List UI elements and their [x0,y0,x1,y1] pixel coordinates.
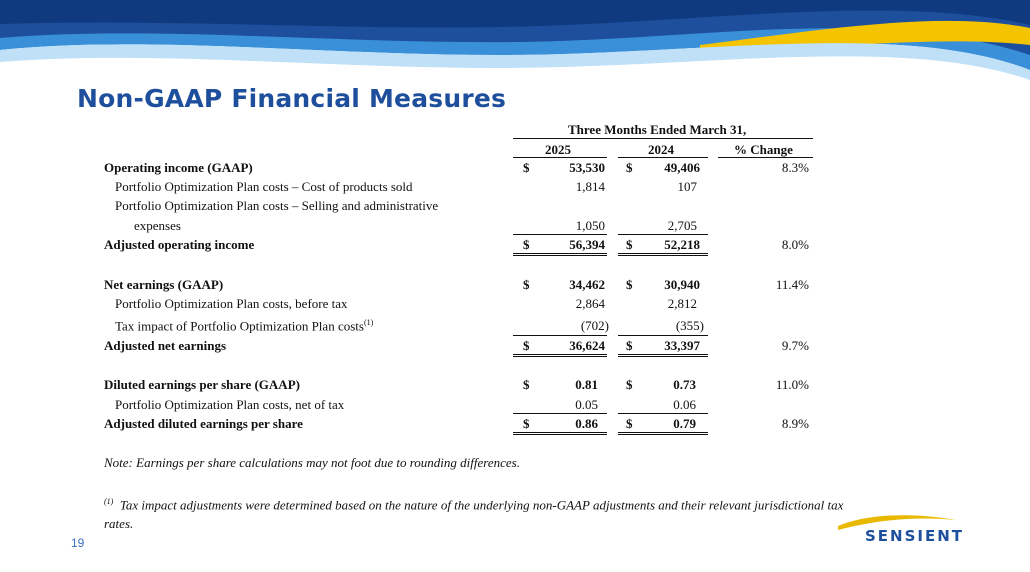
value-2024: 52,218 [664,237,700,252]
subtotal-rule [513,335,607,336]
value-2024: 0.79 [673,416,696,431]
header-rule-2025 [513,157,607,158]
dollar-sign: $ [626,416,633,431]
subtotal-rule [618,335,708,336]
header-rule-2024 [618,157,708,158]
value-2025: 0.81 [575,377,598,392]
value-2025: 34,462 [569,277,605,292]
page-number: 19 [71,536,85,550]
footnote-marker: (1) [104,497,114,506]
value-2024: 107 [677,179,697,194]
period-header-rule [513,138,813,139]
total-double-rule [513,354,607,357]
total-double-rule [513,432,607,435]
value-2025: 0.86 [575,416,598,431]
value-change: 11.0% [775,377,809,392]
subtotal-rule [618,234,708,235]
row-label: Portfolio Optimization Plan costs, before tax [115,296,348,311]
value-change: 8.3% [781,160,809,175]
dollar-sign: $ [523,416,530,431]
value-2024: 0.73 [673,377,696,392]
footnote-text: Tax impact adjustments were determined based on the nature of the underlying non-GAAP adjustments and their relevant jurisdictional tax rates. [104,497,844,532]
value-2024: 30,940 [664,277,700,292]
row-label: Portfolio Optimization Plan costs – Selling and administrative [115,198,439,213]
row-label-text: Tax impact of Portfolio Optimization Plan costs [115,318,364,334]
row-label: Net earnings (GAAP) [104,277,224,292]
value-change: 8.9% [781,416,809,431]
value-2025: 53,530 [569,160,605,175]
dollar-sign: $ [626,160,633,175]
subtotal-rule [618,413,708,414]
row-label: Diluted earnings per share (GAAP) [104,377,300,392]
value-2024: (355) [675,318,704,333]
dollar-sign: $ [523,237,530,252]
column-header-change: % Change [734,142,793,157]
value-2025: 1,050 [575,218,605,233]
row-label: Adjusted diluted earnings per share [104,416,303,431]
dollar-sign: $ [626,277,633,292]
dollar-sign: $ [626,377,633,392]
subtotal-rule [513,234,607,235]
total-double-rule [618,354,708,357]
value-2024: 2,705 [667,218,697,233]
total-double-rule [618,253,708,256]
dollar-sign: $ [523,338,530,353]
dollar-sign: $ [523,377,530,392]
value-2025: 36,624 [569,338,605,353]
subtotal-rule [513,413,607,414]
value-2024: 49,406 [664,160,700,175]
rounding-note: Note: Earnings per share calculations may not foot due to rounding differences. [104,455,520,470]
row-label: Operating income (GAAP) [104,160,253,175]
value-2024: 2,812 [667,296,697,311]
value-2025: 56,394 [569,237,605,252]
column-header-2024: 2024 [648,142,674,157]
value-change: 9.7% [781,338,809,353]
value-change: 8.0% [781,237,809,252]
value-2025: 1,814 [575,179,605,194]
value-2025: 2,864 [575,296,605,311]
dollar-sign: $ [523,160,530,175]
dollar-sign: $ [523,277,530,292]
row-label: Portfolio Optimization Plan costs, net of tax [115,397,345,412]
total-double-rule [513,253,607,256]
value-2024: 33,397 [664,338,700,353]
dollar-sign: $ [626,338,633,353]
value-change: 11.4% [775,277,809,292]
column-header-2025: 2025 [545,142,571,157]
value-2024: 0.06 [673,397,696,412]
value-2025: (702) [580,318,609,333]
header-rule-change [718,157,813,158]
row-label [104,318,373,334]
sensient-logo-text: SENSIENT [865,527,965,545]
row-label: Adjusted operating income [104,237,255,252]
row-label: Portfolio Optimization Plan costs – Cost of products sold [115,179,413,194]
footnote-marker: (1) [363,318,374,327]
value-2025: 0.05 [575,397,598,412]
dollar-sign: $ [626,237,633,252]
footnote [104,492,864,533]
period-header: Three Months Ended March 31, [568,122,747,137]
row-label-continued: expenses [134,218,181,233]
total-double-rule [618,432,708,435]
row-label: Adjusted net earnings [104,338,227,353]
page-title: Non-GAAP Financial Measures [77,84,507,113]
